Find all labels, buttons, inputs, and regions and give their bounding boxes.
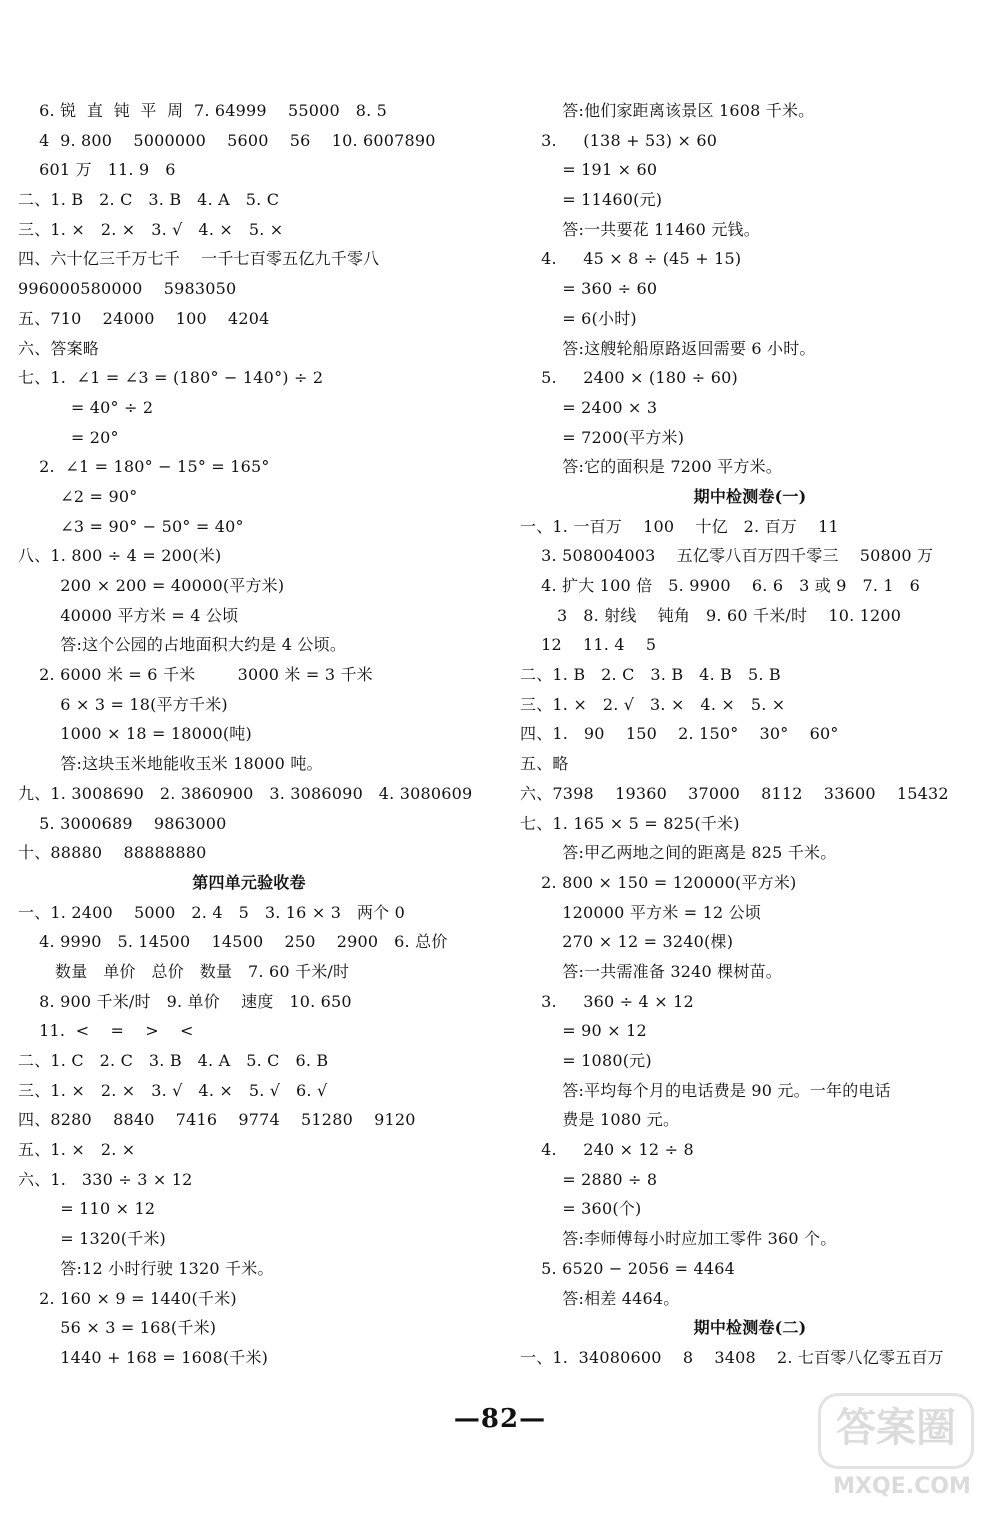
answer-line: 七、1. ∠1 = ∠3 = (180° − 140°) ÷ 2 <box>18 368 324 388</box>
answer-line: 数量 单价 总价 数量 7. 60 千米/时 <box>18 961 350 981</box>
answer-line: 四、1. 90 150 2. 150° 30° 60° <box>520 724 839 744</box>
right-answer-column <box>520 96 980 1373</box>
answer-line: 2. 6000 米 = 6 千米 3000 米 = 3 千米 <box>18 665 373 685</box>
answer-line: ∠2 = 90° <box>18 486 138 506</box>
answer-line: 40000 平方米 = 4 公顷 <box>18 605 239 625</box>
answer-line: = 7200(平方米) <box>520 427 685 447</box>
answer-line: 三、1. × 2. × 3. √ 4. × 5. √ 6. √ <box>18 1080 328 1100</box>
answer-line: 六、答案略 <box>18 338 100 358</box>
answer-line: = 90 × 12 <box>520 1021 647 1041</box>
answer-line: 601 万 11. 9 6 <box>18 160 176 180</box>
watermark-logo <box>822 1393 982 1503</box>
answer-line: 一、1. 34080600 8 3408 2. 七百零八亿零五百万 <box>520 1347 944 1367</box>
answer-line: = 191 × 60 <box>520 160 658 180</box>
answer-line: 4. 9990 5. 14500 14500 250 2900 6. 总价 <box>18 932 448 952</box>
answer-line: 十、88880 88888880 <box>18 843 207 863</box>
answer-line: 12 11. 4 5 <box>520 635 657 655</box>
answer-line: 11. < = > < <box>18 1021 194 1041</box>
answer-line: 4 9. 800 5000000 5600 56 10. 6007890 <box>18 130 436 150</box>
answer-line: 56 × 3 = 168(千米) <box>18 1318 217 1338</box>
answer-line: 答:平均每个月的电话费是 90 元。一年的电话 <box>520 1080 891 1100</box>
answer-line: 一、1. 一百万 100 十亿 2. 百万 11 <box>520 516 839 536</box>
answer-line: 6. 锐 直 钝 平 周 7. 64999 55000 8. 5 <box>18 101 388 120</box>
answer-line: = 360(个) <box>520 1199 642 1219</box>
answer-line: 三、1. × 2. √ 3. × 4. × 5. × <box>520 694 786 714</box>
answer-line: ∠3 = 90° − 50° = 40° <box>18 516 244 536</box>
answer-line: 8. 900 千米/时 9. 单价 速度 10. 650 <box>18 991 352 1011</box>
answer-line: 3. 360 ÷ 4 × 12 <box>520 991 694 1011</box>
section-heading: 期中检测卷(一) <box>693 486 807 506</box>
answer-line: 5. 3000689 9863000 <box>18 813 227 833</box>
answer-line: 六、1. 330 ÷ 3 × 12 <box>18 1169 193 1189</box>
answer-line: 五、1. × 2. × <box>18 1140 136 1160</box>
answer-line: 答:这个公园的占地面积大约是 4 公顷。 <box>18 635 347 655</box>
answer-line: 答:12 小时行驶 1320 千米。 <box>18 1258 274 1278</box>
answer-line: = 110 × 12 <box>18 1199 156 1219</box>
answer-line: = 2400 × 3 <box>520 397 658 417</box>
answer-line: 4. 45 × 8 ÷ (45 + 15) <box>520 249 742 269</box>
answer-line: 2. 160 × 9 = 1440(千米) <box>18 1288 237 1308</box>
left-answer-column <box>18 96 480 1373</box>
answer-line: 3. 508004003 五亿零八百万四千零三 50800 万 <box>520 546 934 566</box>
answer-line: = 11460(元) <box>520 190 663 210</box>
answer-line: 答:这块玉米地能收玉米 18000 吨。 <box>18 754 323 774</box>
answer-line: 3 8. 射线 钝角 9. 60 千米/时 10. 1200 <box>520 605 902 625</box>
answer-line: 答:他们家距离该景区 1608 千米。 <box>520 101 815 120</box>
answer-line: = 1320(千米) <box>18 1229 166 1249</box>
answer-line: 答:李师傅每小时应加工零件 360 个。 <box>520 1229 837 1249</box>
answer-line: 答:一共要花 11460 元钱。 <box>520 219 760 239</box>
answer-line: 二、1. C 2. C 3. B 4. A 5. C 6. B <box>18 1051 329 1070</box>
answer-line: 五、略 <box>520 754 569 774</box>
answer-line: 5. 6520 − 2056 = 4464 <box>520 1258 736 1278</box>
answer-line: 答:相差 4464。 <box>520 1288 680 1308</box>
answer-line: 费是 1080 元。 <box>520 1110 680 1130</box>
answer-line: = 2880 ÷ 8 <box>520 1169 658 1189</box>
answer-line: 270 × 12 = 3240(棵) <box>520 932 734 952</box>
answer-line: 答:这艘轮船原路返回需要 6 小时。 <box>520 338 816 358</box>
answer-line: 2. 800 × 150 = 120000(平方米) <box>520 872 797 892</box>
answer-line: 200 × 200 = 40000(平方米) <box>18 576 285 595</box>
answer-line: 四、六十亿三千万七千 一千七百零五亿九千零八 <box>18 249 380 269</box>
answer-line: 二、1. B 2. C 3. B 4. B 5. B <box>520 665 781 685</box>
answer-line: 2. ∠1 = 180° − 15° = 165° <box>18 457 270 477</box>
section-heading: 期中检测卷(二) <box>693 1318 807 1338</box>
answer-line: 六、7398 19360 37000 8112 33600 15432 <box>520 783 949 803</box>
answer-line: 八、1. 800 ÷ 4 = 200(米) <box>18 546 222 566</box>
answer-line: 四、8280 8840 7416 9774 51280 9120 <box>18 1110 416 1130</box>
answer-line: 996000580000 5983050 <box>18 279 237 299</box>
answer-line: 1000 × 18 = 18000(吨) <box>18 724 252 744</box>
answer-line: = 40° ÷ 2 <box>18 397 154 417</box>
answer-line: 答:它的面积是 7200 平方米。 <box>520 457 782 477</box>
answer-line: 一、1. 2400 5000 2. 4 5 3. 16 × 3 两个 0 <box>18 902 406 922</box>
answer-line: 6 × 3 = 18(平方千米) <box>18 694 228 714</box>
answer-line: 5. 2400 × (180 ÷ 60) <box>520 368 738 388</box>
answer-line: 1440 + 168 = 1608(千米) <box>18 1347 269 1367</box>
watermark-url: MXQE.COM <box>833 1474 971 1499</box>
answer-line: 4. 240 × 12 ÷ 8 <box>520 1140 694 1160</box>
page-number: —82— <box>453 1404 547 1434</box>
answer-line: 二、1. B 2. C 3. B 4. A 5. C <box>18 190 280 210</box>
answer-line: = 6(小时) <box>520 308 637 328</box>
answer-line: 九、1. 3008690 2. 3860900 3. 3086090 4. 3080609 <box>18 783 473 803</box>
answer-line: 答:一共需准备 3240 棵树苗。 <box>520 961 782 981</box>
answer-line: = 20° <box>18 427 119 447</box>
answer-line: 答:甲乙两地之间的距离是 825 千米。 <box>520 843 837 863</box>
answer-line: 七、1. 165 × 5 = 825(千米) <box>520 813 740 833</box>
section-heading: 第四单元验收卷 <box>192 872 306 892</box>
answer-line: 三、1. × 2. × 3. √ 4. × 5. × <box>18 219 284 239</box>
answer-line: = 360 ÷ 60 <box>520 279 658 299</box>
answer-line: = 1080(元) <box>520 1051 652 1070</box>
answer-line: 3. (138 + 53) × 60 <box>520 130 718 150</box>
answer-line: 五、710 24000 100 4204 <box>18 308 270 328</box>
watermark-logo-text: 答案圈 <box>818 1393 974 1469</box>
answer-line: 4. 扩大 100 倍 5. 9900 6. 6 3 或 9 7. 1 6 <box>520 576 921 595</box>
answer-line: 120000 平方米 = 12 公顷 <box>520 902 762 922</box>
